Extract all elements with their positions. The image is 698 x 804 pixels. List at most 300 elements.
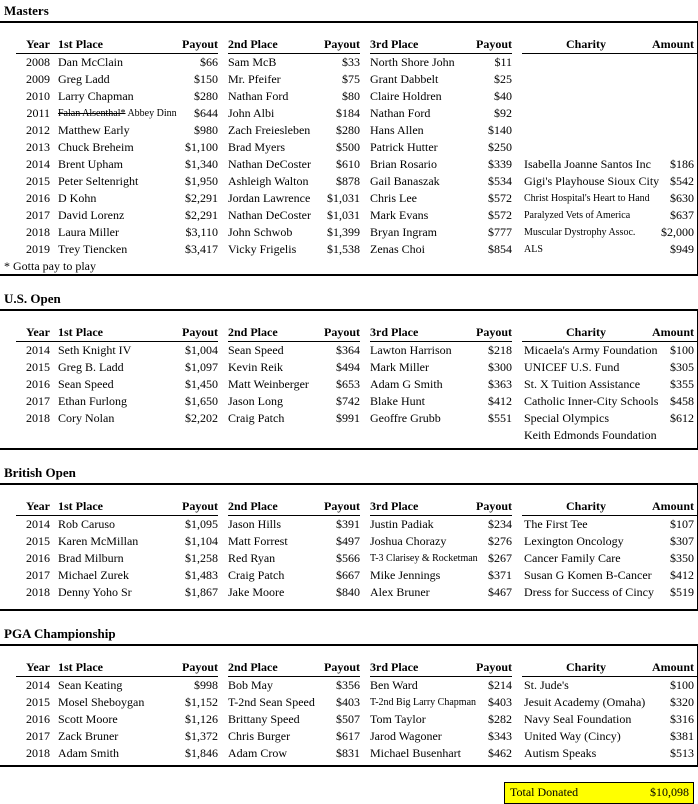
column-header: Payout: [468, 36, 512, 54]
table-cell: Brad Myers: [228, 140, 285, 154]
header-row: [0, 36, 698, 54]
table-cell: $214: [488, 678, 512, 692]
table-cell: Sean Keating: [58, 678, 123, 692]
table-cell: 2017: [26, 729, 50, 743]
table-row: [0, 224, 698, 241]
table-cell: 2017: [26, 568, 50, 582]
table-cell: Brad Milburn: [58, 551, 124, 565]
spacer-cell: [218, 241, 228, 258]
column-header: 3rd Place: [370, 36, 468, 54]
spacer-cell: [0, 324, 16, 342]
spacer-cell: [0, 224, 16, 241]
column-header: Amount: [650, 36, 698, 54]
table-cell: Chuck Breheim: [58, 140, 134, 154]
table-cell: 2019: [26, 242, 50, 256]
table-cell: 2015: [26, 534, 50, 548]
spacer-cell: [218, 498, 228, 516]
table-cell: $150: [194, 72, 218, 86]
table-cell: Gail Banaszak: [370, 174, 440, 188]
table-cell: Dan McClain: [58, 55, 123, 69]
table-cell: Red Ryan: [228, 551, 276, 565]
table-cell: $1,104: [185, 534, 218, 548]
table-cell: $343: [488, 729, 512, 743]
table-cell: $305: [670, 360, 694, 374]
table-cell: $667: [336, 568, 360, 582]
spacer-cell: [218, 156, 228, 173]
table-cell: Cancer Family Care: [524, 551, 621, 565]
table-cell: UNICEF U.S. Fund: [524, 360, 620, 374]
table-cell: $33: [342, 55, 360, 69]
table-cell: United Way (Cincy): [524, 729, 621, 743]
spacer-cell: [512, 728, 522, 745]
table-cell: Zenas Choi: [370, 242, 425, 256]
table-cell: $1,097: [185, 360, 218, 374]
table-cell: [650, 427, 698, 444]
section-title: PGA Championship: [4, 626, 116, 641]
table-cell: $234: [488, 517, 512, 531]
table-cell: $412: [488, 394, 512, 408]
spacer-cell: [512, 156, 522, 173]
table-cell: [522, 88, 650, 105]
table-cell: [650, 54, 698, 72]
table-cell: Trey Tiencken: [58, 242, 128, 256]
spacer-cell: [512, 410, 522, 427]
table-cell: $1,650: [185, 394, 218, 408]
table-cell: $1,152: [185, 695, 218, 709]
spacer-cell: [512, 224, 522, 241]
table-cell: Grant Dabbelt: [370, 72, 439, 86]
spacer-cell: [360, 139, 370, 156]
spacer-cell: [218, 410, 228, 427]
table-cell: Vicky Frigelis: [228, 242, 297, 256]
table-cell: $2,291: [185, 191, 218, 205]
table-cell: St. Jude's: [524, 678, 569, 692]
table-cell: $107: [670, 517, 694, 531]
spacer-cell: [512, 550, 522, 567]
table-cell: Adam G Smith: [370, 377, 443, 391]
table-cell: $339: [488, 157, 512, 171]
table-cell: $612: [670, 411, 694, 425]
table-row: [0, 342, 698, 360]
spacer-cell: [512, 393, 522, 410]
spacer-cell: [218, 342, 228, 360]
table-cell: Peter Seltenright: [58, 174, 139, 188]
table-cell: $75: [342, 72, 360, 86]
spacer-cell: [218, 71, 228, 88]
table-cell: $458: [670, 394, 694, 408]
header-row: [0, 324, 698, 342]
table-cell: $777: [488, 225, 512, 239]
spacer-cell: [360, 122, 370, 139]
table-cell: 2016: [26, 191, 50, 205]
table-cell: [468, 427, 512, 444]
column-header: 2nd Place: [228, 659, 316, 677]
column-header: 1st Place: [58, 324, 166, 342]
table-cell: $542: [670, 174, 694, 188]
table-cell: 2018: [26, 746, 50, 760]
table-cell: Bryan Ingram: [370, 225, 437, 239]
table-cell: 2011: [26, 106, 50, 120]
table-row: [0, 427, 698, 444]
table-cell: $355: [670, 377, 694, 391]
spacer-cell: [0, 728, 16, 745]
table-cell: $572: [488, 208, 512, 222]
section-box: [0, 644, 698, 767]
table-cell: [316, 427, 360, 444]
spacer-cell: [0, 711, 16, 728]
spacer-cell: [512, 88, 522, 105]
table-cell: Dress for Success of Cincy: [524, 585, 654, 599]
table-cell: 2016: [26, 712, 50, 726]
table-cell: $2,291: [185, 208, 218, 222]
table-row: [0, 54, 698, 72]
spacer-cell: [218, 36, 228, 54]
table-cell: Karen McMillan: [58, 534, 139, 548]
spacer-cell: [360, 410, 370, 427]
spacer-cell: [512, 694, 522, 711]
spacer-cell: [0, 359, 16, 376]
table-cell: The First Tee: [524, 517, 588, 531]
table-row: [0, 393, 698, 410]
table-cell: [522, 139, 650, 156]
table-row: [0, 550, 698, 567]
table-cell: Sam McB: [228, 55, 277, 69]
column-header: Payout: [468, 659, 512, 677]
table-cell: $854: [488, 242, 512, 256]
column-header: Payout: [468, 324, 512, 342]
table-cell: Sean Speed: [58, 377, 114, 391]
column-header: Charity: [522, 498, 650, 516]
table-cell: $1,126: [185, 712, 218, 726]
table-cell: T-2nd Big Larry Chapman: [370, 697, 477, 708]
spacer-cell: [360, 393, 370, 410]
total-donated-box: [504, 782, 694, 804]
table-cell: Adam Crow: [228, 746, 287, 760]
table-cell: $467: [488, 585, 512, 599]
table-cell: Greg Ladd: [58, 72, 110, 86]
table-cell: Brent Upham: [58, 157, 123, 171]
table-cell: 2012: [26, 123, 50, 137]
spacer-cell: [0, 745, 16, 762]
spacer-cell: [218, 224, 228, 241]
pga-championship-table: [0, 659, 698, 762]
table-cell: Navy Seal Foundation: [524, 712, 632, 726]
table-cell: $25: [494, 72, 512, 86]
table-row: [0, 105, 698, 122]
spacer-cell: [360, 711, 370, 728]
column-header: Amount: [650, 324, 698, 342]
spacer-cell: [360, 376, 370, 393]
table-row: [0, 173, 698, 190]
table-cell: Mark Evans: [370, 208, 429, 222]
spacer-cell: [0, 376, 16, 393]
spacer-cell: [512, 427, 522, 444]
spacer-cell: [0, 88, 16, 105]
table-cell: 2013: [26, 140, 50, 154]
table-cell: North Shore John: [370, 55, 455, 69]
table-cell: $566: [336, 551, 360, 565]
section-box: [0, 483, 698, 611]
table-cell: $998: [194, 678, 218, 692]
table-cell: T-3 Clarisey & Rocketman: [370, 553, 478, 564]
spacer-cell: [512, 376, 522, 393]
table-row: [0, 584, 698, 601]
spacer-cell: [360, 533, 370, 550]
column-header: Amount: [650, 498, 698, 516]
table-cell: $316: [670, 712, 694, 726]
table-cell: $1,450: [185, 377, 218, 391]
table-cell: $991: [336, 411, 360, 425]
spacer-cell: [218, 677, 228, 695]
spacer-cell: [512, 173, 522, 190]
table-cell: [650, 71, 698, 88]
table-cell: $320: [670, 695, 694, 709]
table-cell: 2018: [26, 411, 50, 425]
column-header: 1st Place: [58, 36, 166, 54]
table-cell: $364: [336, 343, 360, 357]
table-cell: 2017: [26, 208, 50, 222]
spacer-cell: [218, 533, 228, 550]
table-row: [0, 410, 698, 427]
spacer-cell: [218, 584, 228, 601]
section-box: [0, 21, 698, 276]
table-cell: Keith Edmonds Foundation: [524, 428, 657, 442]
table-cell: $80: [342, 89, 360, 103]
spacer-cell: [218, 139, 228, 156]
table-cell: 2015: [26, 360, 50, 374]
british-open-table: [0, 498, 698, 601]
spacer-cell: [512, 659, 522, 677]
spacer-cell: [512, 584, 522, 601]
spacer-cell: [360, 427, 370, 444]
table-cell: Justin Padiak: [370, 517, 434, 531]
table-cell: Ben Ward: [370, 678, 418, 692]
spacer-cell: [360, 694, 370, 711]
table-cell: Jarod Wagoner: [370, 729, 442, 743]
table-cell: $356: [336, 678, 360, 692]
section-british-open: [0, 465, 698, 611]
table-cell: $184: [336, 106, 360, 120]
spacer-cell: [218, 427, 228, 444]
spacer-cell: [512, 105, 522, 122]
spacer-cell: [512, 122, 522, 139]
table-cell: Susan G Komen B-Cancer: [524, 568, 652, 582]
column-header: Payout: [316, 324, 360, 342]
spacer-cell: [512, 516, 522, 534]
table-cell: $371: [488, 568, 512, 582]
spacer-cell: [512, 71, 522, 88]
spacer-cell: [0, 393, 16, 410]
footnote: * Gotta pay to play: [4, 259, 96, 273]
column-header: Payout: [166, 324, 218, 342]
table-cell: [228, 427, 316, 444]
spacer-cell: [218, 190, 228, 207]
table-cell: Ethan Furlong: [58, 394, 127, 408]
section-title: U.S. Open: [4, 291, 61, 306]
table-row: [0, 359, 698, 376]
table-cell: $1,100: [185, 140, 218, 154]
table-cell: Claire Holdren: [370, 89, 442, 103]
column-header: Payout: [166, 498, 218, 516]
table-cell: T-2nd Sean Speed: [228, 695, 315, 709]
struck-name: Falan Alsenthal*: [58, 108, 126, 119]
table-cell: $40: [494, 89, 512, 103]
spacer-cell: [512, 241, 522, 258]
table-cell: Nathan Ford: [370, 106, 431, 120]
spacer-cell: [0, 122, 16, 139]
section-box: [0, 309, 698, 450]
table-row: [0, 677, 698, 695]
table-cell: Bob May: [228, 678, 273, 692]
spacer-cell: [360, 324, 370, 342]
table-cell: Tom Taylor: [370, 712, 426, 726]
table-cell: Falan Alsenthal* Abbey Dinn: [58, 108, 177, 119]
table-cell: $2,202: [185, 411, 218, 425]
section-title: Masters: [4, 3, 49, 18]
table-cell: Jesuit Academy (Omaha): [524, 695, 646, 709]
spacer-cell: [0, 71, 16, 88]
column-header: 3rd Place: [370, 659, 468, 677]
spacer-cell: [0, 516, 16, 534]
table-cell: $100: [670, 343, 694, 357]
spacer-cell: [360, 190, 370, 207]
table-cell: $186: [670, 157, 694, 171]
spacer-cell: [218, 393, 228, 410]
column-header: Charity: [522, 324, 650, 342]
table-cell: Matthew Early: [58, 123, 130, 137]
spacer-cell: [0, 550, 16, 567]
spacer-cell: [360, 105, 370, 122]
table-cell: Michael Busenhart: [370, 746, 461, 760]
table-cell: $572: [488, 191, 512, 205]
spacer-cell: [218, 207, 228, 224]
total-donated-label: Total Donated: [510, 785, 579, 799]
table-cell: $307: [670, 534, 694, 548]
column-header: Year: [16, 659, 58, 677]
table-cell: 2010: [26, 89, 50, 103]
table-cell: $630: [670, 191, 694, 205]
table-cell: ALS: [524, 244, 543, 255]
table-cell: $280: [336, 123, 360, 137]
table-cell: [522, 105, 650, 122]
table-row: [0, 88, 698, 105]
table-cell: $280: [194, 89, 218, 103]
table-cell: $462: [488, 746, 512, 760]
table-row: [0, 156, 698, 173]
table-cell: [650, 139, 698, 156]
table-row: [0, 207, 698, 224]
table-row: [0, 241, 698, 258]
table-cell: [650, 122, 698, 139]
us-open-table: [0, 324, 698, 444]
table-cell: Craig Patch: [228, 568, 285, 582]
spacer-cell: [218, 728, 228, 745]
section-masters: [0, 3, 698, 276]
table-cell: 2008: [26, 55, 50, 69]
spacer-cell: [0, 54, 16, 72]
table-cell: $831: [336, 746, 360, 760]
table-cell: David Lorenz: [58, 208, 125, 222]
table-cell: $1,004: [185, 343, 218, 357]
table-row: [0, 122, 698, 139]
table-cell: $1,399: [327, 225, 360, 239]
table-cell: $617: [336, 729, 360, 743]
table-cell: $276: [488, 534, 512, 548]
table-cell: $92: [494, 106, 512, 120]
table-cell: $1,031: [327, 208, 360, 222]
spacer-cell: [360, 498, 370, 516]
table-cell: St. X Tuition Assistance: [524, 377, 641, 391]
column-header: Payout: [166, 36, 218, 54]
table-row: [0, 745, 698, 762]
table-cell: $267: [488, 551, 512, 565]
column-header: Payout: [166, 659, 218, 677]
table-cell: $1,340: [185, 157, 218, 171]
column-header: Payout: [316, 36, 360, 54]
table-cell: Mosel Sheboygan: [58, 695, 145, 709]
table-cell: Brittany Speed: [228, 712, 300, 726]
table-cell: $644: [194, 106, 218, 120]
table-cell: $2,000: [661, 225, 694, 239]
table-cell: Chris Lee: [370, 191, 417, 205]
table-cell: [522, 122, 650, 139]
spacer-cell: [360, 224, 370, 241]
spacer-cell: [360, 241, 370, 258]
table-cell: 2017: [26, 394, 50, 408]
table-cell: Joshua Chorazy: [370, 534, 447, 548]
table-cell: Hans Allen: [370, 123, 424, 137]
table-cell: $3,110: [185, 225, 218, 239]
spacer-cell: [512, 359, 522, 376]
table-cell: $513: [670, 746, 694, 760]
table-cell: $1,372: [185, 729, 218, 743]
table-cell: $742: [336, 394, 360, 408]
table-cell: $494: [336, 360, 360, 374]
spacer-cell: [218, 324, 228, 342]
table-cell: Jake Moore: [228, 585, 285, 599]
table-cell: Alex Bruner: [370, 585, 430, 599]
spacer-cell: [360, 207, 370, 224]
spacer-cell: [0, 677, 16, 695]
column-header: Charity: [522, 36, 650, 54]
table-cell: Chris Burger: [228, 729, 291, 743]
table-cell: Gigi's Playhouse Sioux City: [524, 174, 660, 188]
spacer-cell: [0, 659, 16, 677]
spacer-cell: [218, 567, 228, 584]
table-cell: $282: [488, 712, 512, 726]
spacer-cell: [218, 359, 228, 376]
column-header: 2nd Place: [228, 498, 316, 516]
column-header: 2nd Place: [228, 324, 316, 342]
section-title: British Open: [4, 465, 76, 480]
table-cell: $637: [670, 208, 694, 222]
spacer-cell: [360, 54, 370, 72]
column-header: 3rd Place: [370, 498, 468, 516]
table-cell: $300: [488, 360, 512, 374]
table-cell: $3,417: [185, 242, 218, 256]
table-row: [0, 71, 698, 88]
spacer-cell: [360, 677, 370, 695]
table-cell: Zack Bruner: [58, 729, 119, 743]
table-cell: Scott Moore: [58, 712, 118, 726]
table-row: [0, 694, 698, 711]
table-cell: Cory Nolan: [58, 411, 115, 425]
spacer-cell: [0, 156, 16, 173]
table-cell: 2018: [26, 225, 50, 239]
table-cell: 2016: [26, 377, 50, 391]
table-cell: Autism Speaks: [524, 746, 597, 760]
section-us-open: [0, 291, 698, 450]
